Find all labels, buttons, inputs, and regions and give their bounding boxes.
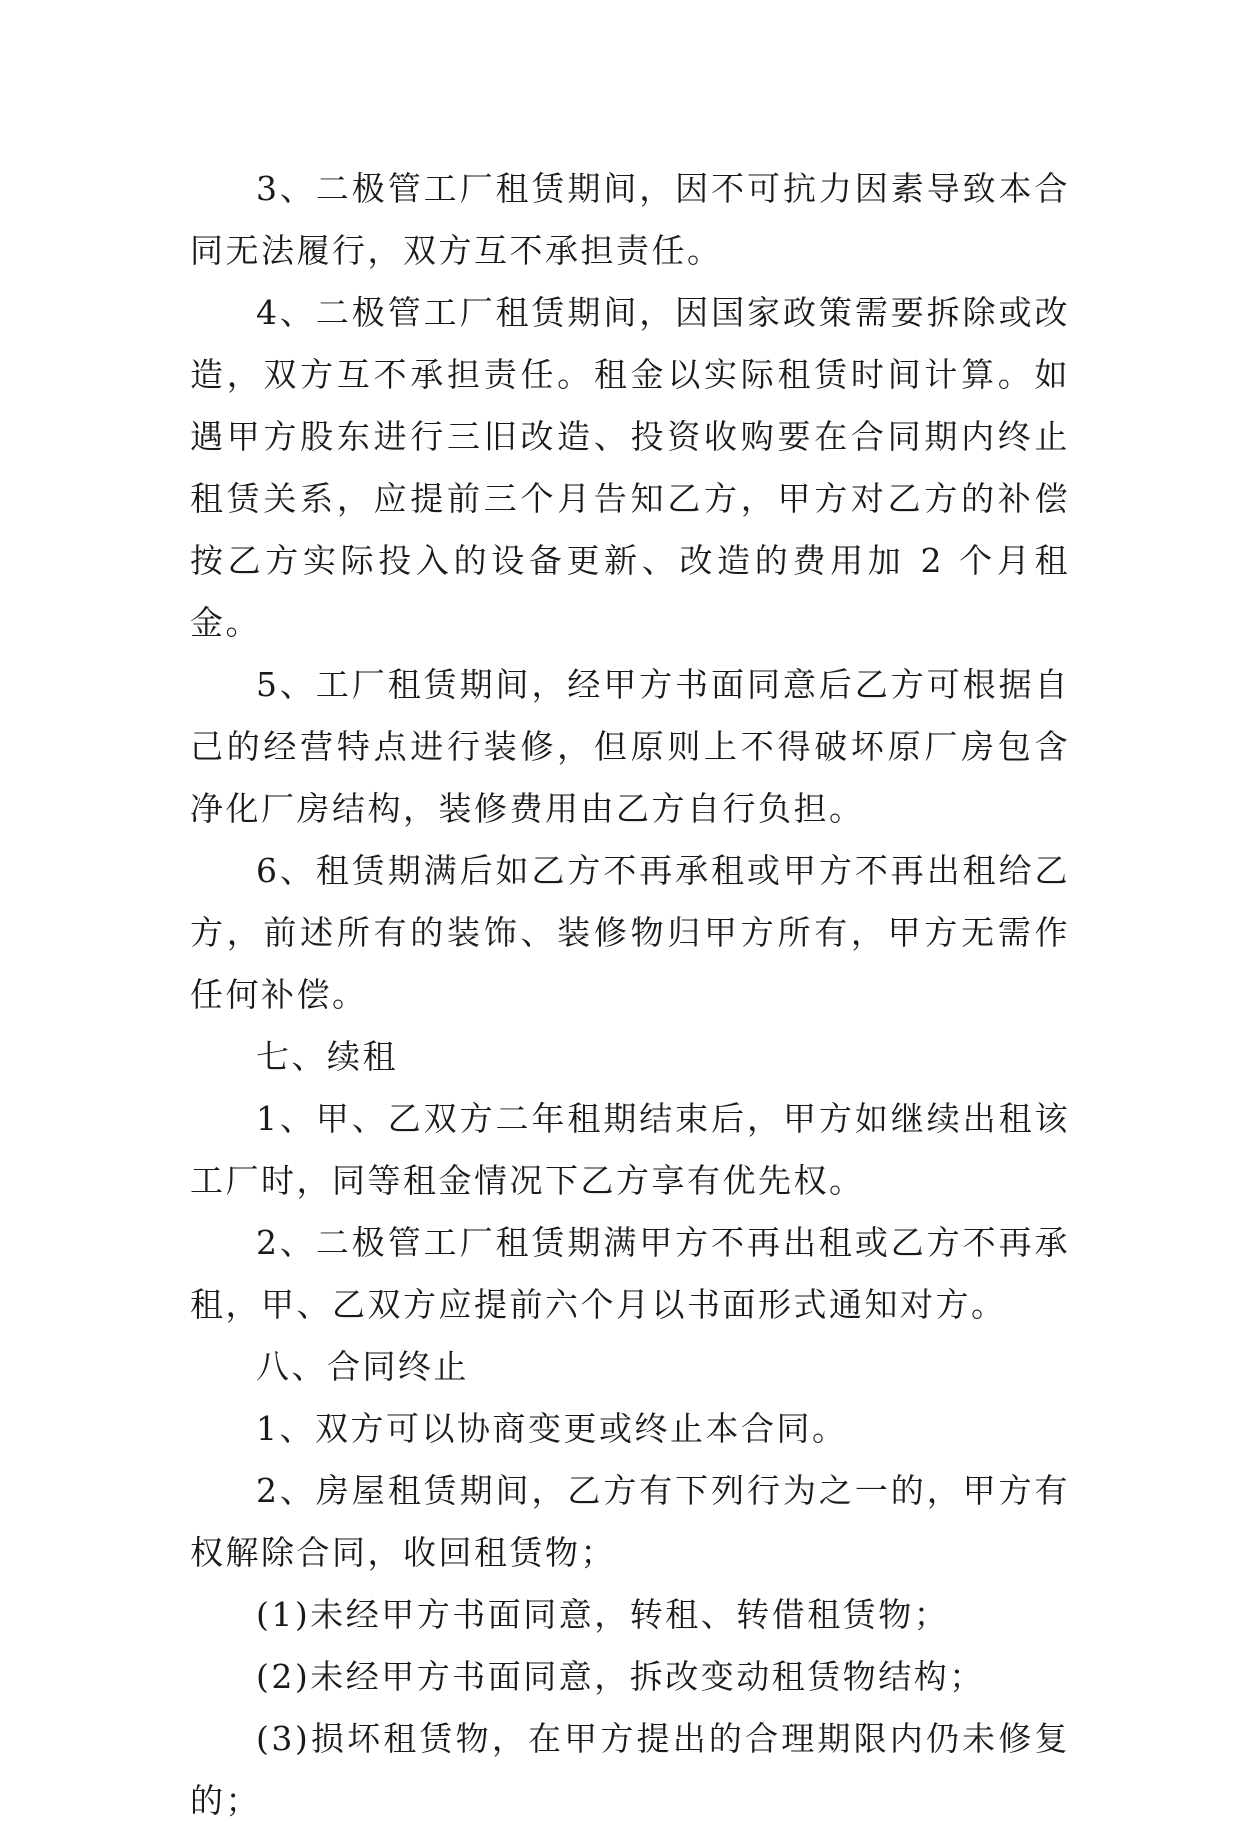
renewal-clause-2: 2、二极管工厂租赁期满甲方不再出租或乙方不再承租，甲、乙双方应提前六个月以书面形式通知对方。 <box>190 1223 1070 1324</box>
section-heading-renewal: 七、续租 <box>256 1037 398 1076</box>
clause-3-force-majeure: 3、二极管工厂租赁期间，因不可抗力因素导致本合同无法履行，双方互不承担责任。 <box>190 169 1070 270</box>
section-heading-termination: 八、合同终止 <box>256 1347 469 1386</box>
clause-4-policy-demolition: 4、二极管工厂租赁期间，因国家政策需要拆除或改造，双方互不承担责任。租金以实际租赁时间计算。如遇甲方股东进行三旧改造、投资收购要在合同期内终止租赁关系，应提前三个月告知乙方，甲方对乙方的补偿按乙方实际投入的设备更新、改造的费用加 2 个月租金。 <box>190 293 1070 642</box>
clause-5-renovation: 5、工厂租赁期间，经甲方书面同意后乙方可根据自己的经营特点进行装修，但原则上不得破坏原厂房包含净化厂房结构，装修费用由乙方自行负担。 <box>190 665 1070 828</box>
document-body <box>190 158 1070 1832</box>
termination-item-2: (2)未经甲方书面同意，拆改变动租赁物结构； <box>256 1657 985 1696</box>
termination-item-1: (1)未经甲方书面同意，转租、转借租赁物； <box>256 1595 950 1634</box>
renewal-clause-1: 1、甲、乙双方二年租期结束后，甲方如继续出租该工厂时，同等租金情况下乙方享有优先权。 <box>190 1099 1070 1200</box>
termination-clause-1: 1、双方可以协商变更或终止本合同。 <box>256 1409 848 1448</box>
clause-6-lease-expiry: 6、租赁期满后如乙方不再承租或甲方不再出租给乙方，前述所有的装饰、装修物归甲方所有，甲方无需作任何补偿。 <box>190 851 1070 1014</box>
termination-item-3: (3)损坏租赁物，在甲方提出的合理期限内仍未修复的； <box>190 1719 1070 1820</box>
termination-clause-2: 2、房屋租赁期间，乙方有下列行为之一的，甲方有权解除合同，收回租赁物； <box>190 1471 1070 1572</box>
